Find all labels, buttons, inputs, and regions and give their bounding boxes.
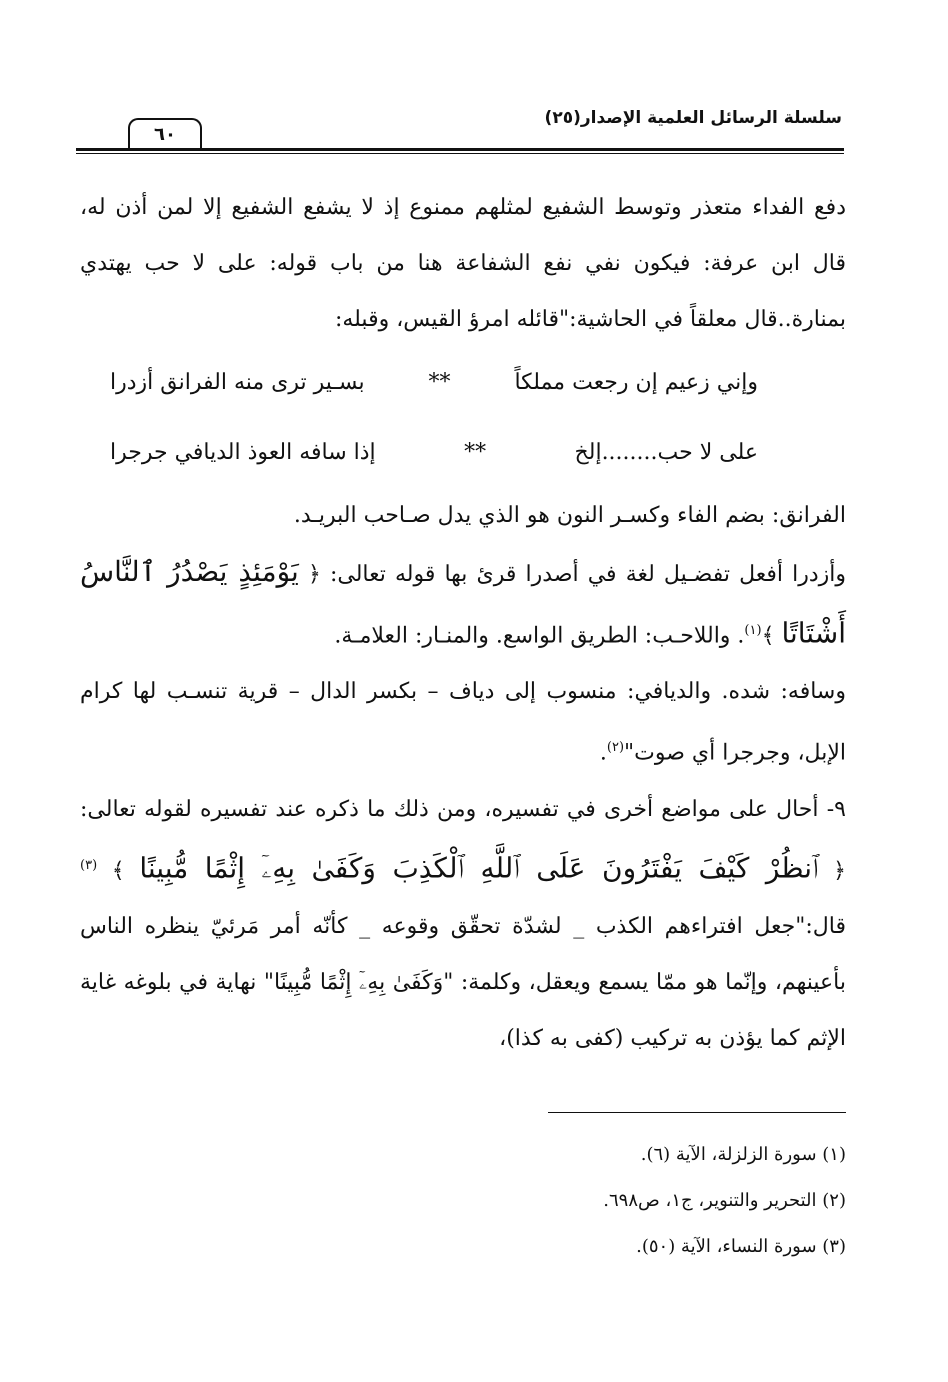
paragraph-3-intro: وأزدرا أفعل تفضـيل لغة في أصدرا قرئ بها قوله تعالى: ﴿ [307, 562, 847, 587]
footnote-ref-3[interactable]: (٣) [80, 857, 98, 873]
footnote-ref-2[interactable]: (٢) [606, 740, 625, 756]
paragraph-4-text: وسافه: شده. والديافي: منسوب إلى دياف – بكسر الدال – قرية تنسـب لها كرام الإبل، وجرجرا أي صوت" [80, 679, 846, 766]
paragraph-4-end: . [599, 740, 607, 766]
paragraph-4 [80, 664, 846, 781]
footnote-separator [548, 1112, 846, 1113]
paragraph-5-intro: ٩- أحال على مواضع أخرى في تفسيره، ومن ذلك ما ذكره عند تفسيره لقوله تعالى: ﴿ [80, 796, 846, 883]
verse-1-first-hemistich: وإني زعيم إن رجعت مملكاً [514, 370, 758, 395]
verse-2-first-hemistich: على لا حب........إلخ [574, 440, 758, 465]
verse-1-second-hemistich: بسـير ترى منه الفرانق أزدرا [110, 370, 365, 395]
poem-verse-1 [80, 348, 846, 418]
verse-2-second-hemistich: إذا سافه العوذ الديافي جرجرا [110, 440, 376, 465]
paragraph-2: الفرانق: بضم الفاء وكسـر النون هو الذي يدل صـاحب البريـد. [293, 503, 846, 528]
paragraph-5 [80, 782, 846, 1067]
footnote-3: (٣) سورة النساء، الآية (٥٠). [636, 1236, 846, 1257]
footnote-ref-1[interactable]: (١) [744, 623, 762, 638]
quran-bracket-close-1: ﴾ [761, 623, 775, 649]
main-text [80, 180, 846, 1067]
series-title: سلسلة الرسائل العلمية الإصدار(٢٥) [544, 108, 842, 128]
verse-1-separator: ** [428, 370, 451, 395]
quran-verse-1: يَوْمَئِذٍ يَصْدُرُ ٱلنَّاسُ أَشْتَاتًا [80, 555, 846, 650]
quran-bracket-close-2: ﴾ [111, 857, 125, 883]
paragraph-3 [80, 544, 846, 664]
footnotes [246, 1132, 846, 1270]
header-rule-thin [76, 153, 844, 154]
page-number: ٦٠ [128, 118, 202, 150]
quran-verse-2: ٱنظُرْ كَيْفَ يَفْتَرُونَ عَلَى ٱللَّهِ ٱلْكَذِبَ وَكَفَىٰ بِهِۦٓ إِثْمًا مُّبِينًا [139, 850, 819, 884]
paragraph-3-rest: . واللاحـب: الطريق الواسع. والمنـار: العلامـة. [334, 623, 745, 649]
verse-2-separator: ** [464, 440, 487, 465]
paragraph-1: دفع الفداء متعذر وتوسط الشفيع لمثلهم ممنوع إذ لا يشفع الشفيع إلا لمن أذن له، قال ابن عرفة: فيكون نفي نفع الشفاعة هنا من باب قوله: على لا حب يهتدي بمنارة..قال معلقاً في الحاشية:"قائله امرؤ القيس، وقبله: [80, 195, 846, 332]
footnote-2: (٢) التحرير والتنوير، ج١، ص٦٩٨. [603, 1190, 846, 1211]
header-rule [76, 148, 844, 151]
poem-verse-2 [80, 418, 846, 488]
footnote-1: (١) سورة الزلزلة، الآية (٦). [640, 1144, 846, 1165]
paragraph-5-rest: قال:"جعل افتراءهم الكذب _ لشدّة تحقّق وقوعه _ كأنّه أمر مَرئيّ ينظره الناس بأعينهم، وإنّما هو ممّا يسمع ويعقل، وكلمة: "وَكَفَىٰ بِهِۦٓ إِثْمًا مُّبِينًا" نهاية في بلوغه غاية الإثم كما يؤذن به تركيب (كفى به كذا)، [80, 913, 846, 1051]
